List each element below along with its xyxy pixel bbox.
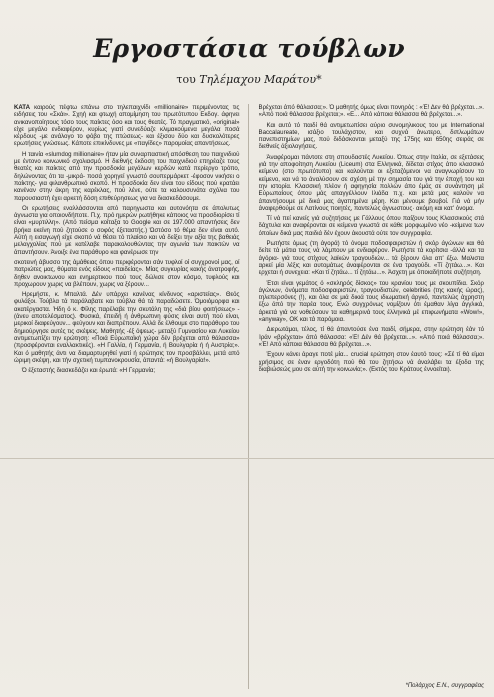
paragraph: Τί νά πεί κανείς γιά συζητήσεις με Γάλλους όπου παίζουν τους Κλασσικούς στά δάχτυλα και αναφέρονται σε κείμενα γνωστά σε κάθε μορφωμένο νέο -κείμενα των όποίων δικά μας παιδιά δέν έχουν άκουστά ούτε τον συγγραφέα. [258, 215, 484, 237]
byline [14, 73, 484, 86]
paragraph: Οι ερωτήσεις εναλλάσσονται από παρηγωστα και αυτονόητα σε άπολυτως άγνωστα για οποιονδήποτε. Π.χ. πρό ημερών ρωτήθηκε κάποιος να προσδιορίσει τί είναι «μυρτιλλη». (Από πείσμα κοίταξα το Google και σε 197.000 απαντήσεις δεν βρήκα εκείνη πού ζητούσε ο σοφός έξεταστής.) Ώστόσο τό θέμα δεν είναι αυτό. Αύτή η εισαγωγή είχε σκοπό νά θέσει τό πλαίσιο και νά δείξει την αξία της βαθειάς μελαγχολίας πού με κατέλαβε παρακολουθώντας την αγωνία των παικτών να άπαντήσουν. Άνοιξε ένα παράθυρο και φανέρωσε την [14, 204, 240, 256]
left-column [14, 104, 249, 689]
right-column [259, 104, 485, 689]
page-fold-line [0, 458, 494, 459]
article-body [14, 104, 484, 689]
paragraph: Και αυτό τό παιδί θά αντιμετωπίσει αύριο συνομηλικους του με International Baccalaureate, ισάξιο τουλάχιστον, και συχνά άνωτερο, διπλωμάτων πανεπιστημίων μας, πού διδάσκονται μεταξύ της 175ης και 650ης σειράς σε διεθνείς άξιολογήσεις. [258, 121, 484, 151]
paragraph: Διερωτάμαι, τέλος, τί θά άπαντούσε ένα παιδί, σήμερα, στην ερώτηση έάν τό Ίράν «βρέχεται» άπό θάλασσα: «Έ! Δέν θά βρέχεται...». «Από ποιά θάλασσα;». «Έ! Από κάποια θάλασσα θά βρέχεται...». [258, 326, 484, 348]
paragraph: Ρωτήστε όμως (τη άγορά) τό όνομα ποδοσφαιριστών ή σκόρ άγώνων και θά δείτε τά μάτια τους νά λάμπουν με ενδιαφέρον. Ρωτήστε τά κορίτσια -άλλά και τα άγόρια- γιά τους στίχους λαϊκών τραγουδιών... τά ξέρουν όλα απ' έξω. Μαλιστα αρκεί μία λέξις και αυτομάτως άναφέρονται σε ένα τραγούδι. «Τί ζητάω...». Και ερχεται ή συνεχεια: «Και τί ζητάω... τί ζητάω...». Άσχετη με όποιαδήποτε συζήτηση. [258, 240, 484, 277]
author-signature: *Πολάρχος Ε.Ν., συγγραφέας [405, 683, 484, 689]
paragraph: Έχουν κάνει άραγε ποτέ μία... crucial ερώτηση στον έαυτό τους: «Σέ τί θά είμαι χρήσιμος σε έναν εργοδότη πού θά του ζητήσω νά άναλάβει τα έξοδα της διαβιώσεώς μου σε αύτή την κοινωνία;». (Εκτός του Κράτους έννοείται). [258, 351, 484, 373]
paragraph: Βρέχεται άπό θάλασσα;». Ό μαθητής όμως είναι πονηρός : «Έ! Δεν θά βρέχεται...». «Από ποιά θάλασσα βρέχεται;». «Ε... Από κάποια θάλασσα θά βρέχεται...». [258, 104, 484, 119]
paragraph: Η ταινία «slumdog millionaire» ήταν μία συναρπαστική απόσθεση του παιχνιδιού με έντονο κοινωνικό σχολιασμό. Η διεθνής έκδοση του παιχνιδιού επηρέαζε τους θεατές και παίκτες από την προσδοκία μεγάλων κερδών κατά περίεργο τρόπο, δηλώνοντας ότι τα -μικρά- ποσά χορηγεί γνωστό σουπερμάρκετ -έφοσον νικήσει ο παίκτης- για φιλανθρωπικό σκοπό. Η προσδοκία δεν είναι του είδους πού κρατάει κανέναν στην άκρη της καρέκλας, πού λένε, ούτε τα καλουσυνάτα σχόλια του παρουσιαστή έχει αρκετή δόση επιθεύρησεως για να διασκεδάσουμε. [14, 150, 240, 202]
paragraph: σκοτεινή άβυσσο της άμάθειας όπου περιφέρονται σάν τυφλοί οί συγχρονοί μας, οί πατριώτες μας, θύματα ενός είδους «παιδείας». Μίας συγκυρίας κακής άνατροφής, δηθεν ανοικτωνου και ενημερτικου πού τους δώλισε στον κόσμο, τυφλούς και προχωρουν χωρις να βλέπουν, χωρις να ξέρουν... [14, 258, 240, 288]
paragraph: Άναφέρομαι πάντοτε στη σπουδαστές Λυκείου. Όπως στην Ιταλία, σε εξετάσεις γιά την αποφοίτηση Λυκείου (Liceum) στα Ελληνικά, δίδεται στίχος άπο κλασσικό κείμενο (στο πρωτότυπο) και καλούνται οι εξεταζόμενοι να αναγνωρίσουν το κείμενο, και νά το άναλύσουν σε σχέση μέ την σημασία του γιά την έποχή του και την ιστορία. Κλασσική πλέον ή αφηγησία πολλών άπο έμάς σε συνάντηση μέ Εύρωπαίους όπου μάς απαγγέλλουν Ιλιάδα π.χ. και μετά μας καλούν να άπαντήσουμε μέ δικά μας άγαπημένα μέρη. Και μένουμε βουβοί. Γιά νά μήν άναφερθούμε σε Λατίνους ποιητές, παντελώς άγνωστους· ακόμη και κατ' όνομα. [258, 153, 484, 212]
article-title: Εργοστάσια τούβλων [93, 34, 405, 63]
paragraph: Ό έξεταστής διασκεδάζει και έρωτά: «Η Γερμανία; [22, 367, 156, 375]
lead-word: ΚΑΤΑ [14, 104, 30, 111]
paragraph: ΚΑΤΑ καιρούς πέφτω επάνω στο τηλεπαιχνίδι «millionaire» περιμένοντας τις ειδήσεις του «Σκάι». Σχηή και φτωχή απομίμηση του πρωτότυπου Εκδογ. άφηνει ανικανοποίητους τόσο τους παίκτες όσο και τους θεατές. Τό πραγματικό, «original» είχε μεγάλο ενδιαφέρον, κυρίως γιατί συνεδύαζε κλιμακούμενα μεγάλα ποσά κέρδους -με ανάλογο το φόβο της πτώσεως- και έξισου δύο και δυσκολότερες ερωτήσεις γνώσεως. Κάποτε επικίνδυνες με «παγίδες» παρομοίας απαντήσεως. [14, 104, 240, 148]
paragraph: Ηρεμήστε, κ. Μπαλτά. Δέν υπάρχει κανένας κίνδυνος «αριστείας». Θεός φυλάξοι. Τούβλα τά παράλαβατε και τούβλα θά τά παραδώσετε. Όμοιόμορφα και ακατέργαστα. Ήδη ό κ. Φίλης παρέλαβε την σκυτάλη της «διά βίου φοιτήσεως» - (άνευ αποτελέσματος). Φυσικά, έπειδή ή άνθρωπινη φύσις είναι αυτή πού είναι, μερικοί διαφεύγουν... φεύγουν και διαπρέπουν. Αλλά δε έλθουμε στο παράθυρο του δημιούργησε αυτές τις σκέψεις. Μαθητής -έξ όψεως- μεταξύ Γυμνασίου και Λυκείου αντιμετωπίζει την ερώτηση: «Ποιά Εύρωπαϊκή χώρα δέν βρέχεται από θάλασσα» (προσφέρονται εναλλακτικές). «Η Γαλλία, ή Γερμανία, ή Βουλγαρία ή ή Αυστρία;». Και ό μαθητής άντι να διαμαρτυρηθεί γιατί ή ερώτησις τον προσβάλλει, μετά από ώριμη σκέψη, και τήν σχετική τυμπανοκρουσία, άπαντά: «ή Βουλγαρία!». [14, 291, 240, 364]
byline-prefix: του [176, 73, 196, 86]
paragraph: Έτσι είναι γεμάτος ό «σκληρός δίσκος» του κρανίου τους με σκουπίδια. Σκόρ άγώνων, όνόματα ποδοσφαιριστών, τραγουδιστών, celebrities (της κακής ώρας), τηλεπερσόνες (!), και όλα σε μιά δικιά τους ιδιωματική άργκό, παντελώς άχρηστη έξω άπό την παρέα τους. Ενώ συγχρόνως νομίζουν ότι έμαθαν λίγα άγγλικά, άρκετά γιά να νοθεύσουν τα καθημερινά τους έλληνικά μέ επιφωνήματα «Wow!», «anyway», OK και τά παρόμοια. [258, 279, 484, 324]
author-name: Τηλέμαχου Μαράτου* [199, 73, 322, 86]
